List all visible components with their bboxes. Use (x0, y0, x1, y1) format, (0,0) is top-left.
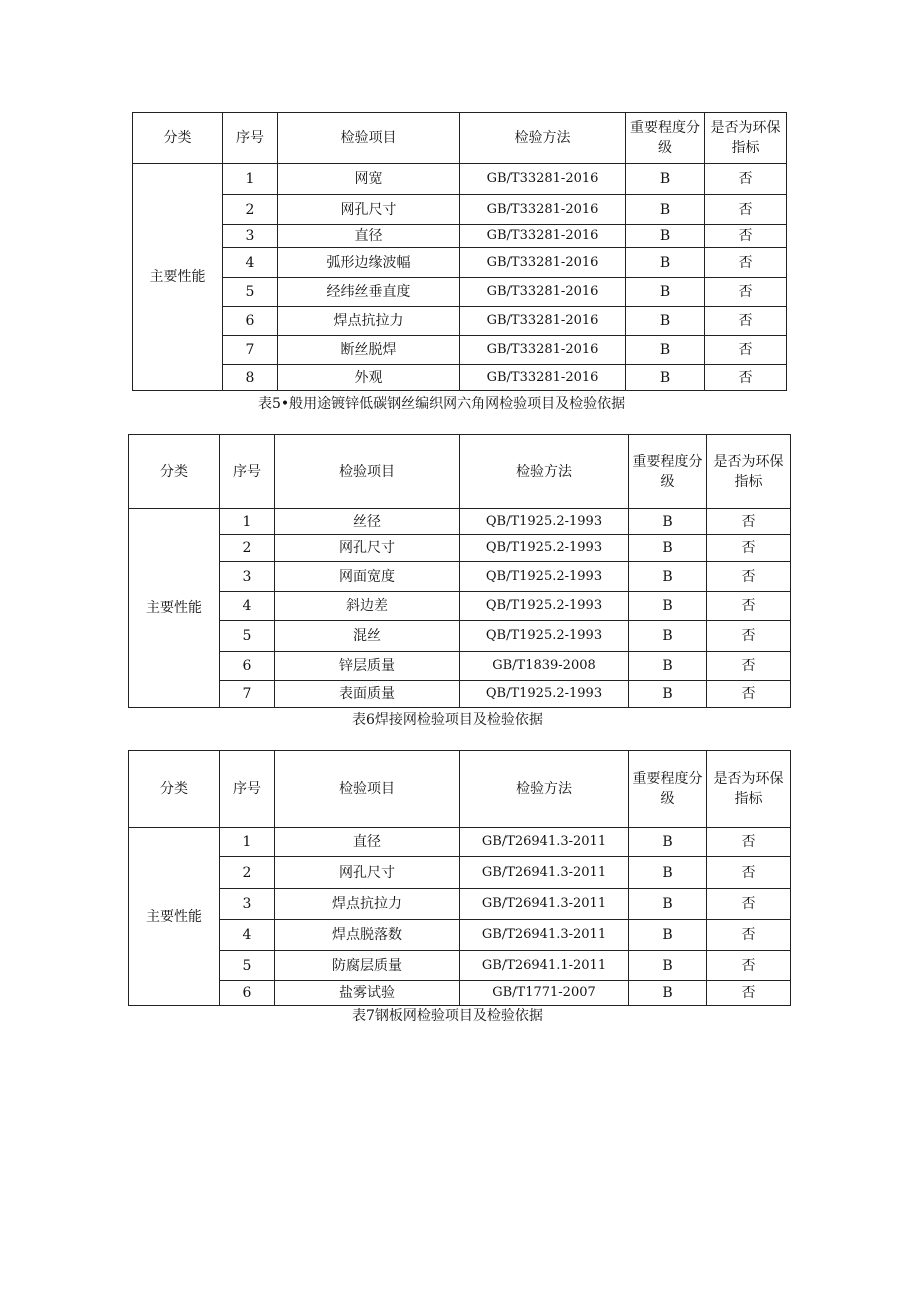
header-eco: 是否为环保指标 (707, 751, 791, 828)
row-no: 3 (220, 562, 275, 592)
row-eco: 否 (707, 681, 791, 708)
category-cell: 主要性能 (129, 828, 220, 1006)
row-no: 5 (220, 951, 275, 981)
row-eco: 否 (705, 195, 787, 225)
row-eco: 否 (705, 164, 787, 195)
row-grade: B (629, 857, 707, 889)
row-no: 1 (223, 164, 278, 195)
row-grade: B (629, 535, 707, 562)
row-method: GB/T26941.3-2011 (460, 920, 629, 951)
row-item: 焊点抗拉力 (278, 307, 460, 336)
row-eco: 否 (707, 889, 791, 920)
row-eco: 否 (707, 857, 791, 889)
row-item: 直径 (275, 828, 460, 857)
row-grade: B (626, 195, 705, 225)
row-eco: 否 (707, 981, 791, 1006)
row-method: QB/T1925.2-1993 (460, 562, 629, 592)
row-grade: B (629, 621, 707, 652)
row-no: 1 (220, 509, 275, 535)
row-no: 4 (220, 592, 275, 621)
header-item: 检验项目 (275, 751, 460, 828)
row-grade: B (629, 592, 707, 621)
row-eco: 否 (707, 535, 791, 562)
row-grade: B (626, 307, 705, 336)
row-item: 表面质量 (275, 681, 460, 708)
header-no: 序号 (220, 435, 275, 509)
row-eco: 否 (705, 365, 787, 391)
row-no: 4 (223, 248, 278, 278)
row-method: GB/T26941.3-2011 (460, 828, 629, 857)
table-caption: 表6焊接网检验项目及检验依据 (352, 712, 543, 728)
row-item: 焊点脱落数 (275, 920, 460, 951)
row-grade: B (626, 225, 705, 248)
table-row (129, 535, 791, 562)
row-eco: 否 (707, 562, 791, 592)
row-method: QB/T1925.2-1993 (460, 621, 629, 652)
row-no: 2 (223, 195, 278, 225)
table-row (133, 225, 787, 248)
row-no: 7 (223, 336, 278, 365)
row-eco: 否 (707, 828, 791, 857)
row-method: QB/T1925.2-1993 (460, 681, 629, 708)
row-method: QB/T1925.2-1993 (460, 535, 629, 562)
row-item: 斜边差 (275, 592, 460, 621)
row-grade: B (626, 248, 705, 278)
row-method: GB/T33281-2016 (460, 278, 626, 307)
row-no: 4 (220, 920, 275, 951)
row-item: 直径 (278, 225, 460, 248)
row-no: 2 (220, 857, 275, 889)
header-row (133, 113, 787, 164)
row-item: 网孔尺寸 (275, 857, 460, 889)
row-eco: 否 (707, 652, 791, 681)
row-no: 1 (220, 828, 275, 857)
header-no: 序号 (223, 113, 278, 164)
table-caption: 表5•般用途镀锌低碳钢丝编织网六角网检验项目及检验依据 (258, 396, 626, 412)
table-row (129, 857, 791, 889)
row-eco: 否 (707, 509, 791, 535)
row-eco: 否 (707, 920, 791, 951)
row-item: 网孔尺寸 (275, 535, 460, 562)
row-no: 6 (223, 307, 278, 336)
row-grade: B (629, 981, 707, 1006)
row-method: GB/T26941.3-2011 (460, 857, 629, 889)
row-eco: 否 (705, 278, 787, 307)
row-eco: 否 (707, 621, 791, 652)
row-eco: 否 (705, 225, 787, 248)
inspection-table-1 (132, 112, 787, 391)
header-row (129, 751, 791, 828)
row-method: GB/T33281-2016 (460, 307, 626, 336)
inspection-table-3 (128, 750, 791, 1006)
row-item: 锌层质量 (275, 652, 460, 681)
row-eco: 否 (705, 307, 787, 336)
row-no: 2 (220, 535, 275, 562)
row-no: 7 (220, 681, 275, 708)
row-method: GB/T33281-2016 (460, 248, 626, 278)
inspection-table-2 (128, 434, 791, 708)
table-row (129, 509, 791, 535)
row-eco: 否 (707, 592, 791, 621)
row-grade: B (629, 889, 707, 920)
row-no: 3 (223, 225, 278, 248)
row-grade: B (629, 828, 707, 857)
table-row (129, 828, 791, 857)
row-item: 经纬丝垂直度 (278, 278, 460, 307)
header-item: 检验项目 (275, 435, 460, 509)
row-method: GB/T33281-2016 (460, 164, 626, 195)
table-row (129, 621, 791, 652)
row-eco: 否 (705, 336, 787, 365)
row-grade: B (629, 509, 707, 535)
row-no: 6 (220, 652, 275, 681)
table-row (129, 889, 791, 920)
table-row (133, 278, 787, 307)
row-item: 弧形边缘波幅 (278, 248, 460, 278)
table-row (133, 365, 787, 391)
row-method: GB/T33281-2016 (460, 365, 626, 391)
row-eco: 否 (707, 951, 791, 981)
header-row (129, 435, 791, 509)
row-method: QB/T1925.2-1993 (460, 509, 629, 535)
header-grade: 重要程度分级 (629, 751, 707, 828)
table-row (129, 920, 791, 951)
header-method: 检验方法 (460, 113, 626, 164)
header-eco: 是否为环保指标 (705, 113, 787, 164)
row-eco: 否 (705, 248, 787, 278)
row-grade: B (626, 164, 705, 195)
row-grade: B (629, 652, 707, 681)
row-no: 5 (223, 278, 278, 307)
row-grade: B (629, 562, 707, 592)
row-no: 8 (223, 365, 278, 391)
row-item: 网面宽度 (275, 562, 460, 592)
row-item: 防腐层质量 (275, 951, 460, 981)
row-grade: B (626, 336, 705, 365)
header-category: 分类 (133, 113, 223, 164)
header-grade: 重要程度分级 (626, 113, 705, 164)
row-method: GB/T26941.1-2011 (460, 951, 629, 981)
table-caption: 表7钢板网检验项目及检验依据 (352, 1008, 543, 1024)
row-grade: B (629, 920, 707, 951)
row-item: 混丝 (275, 621, 460, 652)
row-method: GB/T1839-2008 (460, 652, 629, 681)
row-item: 外观 (278, 365, 460, 391)
table-row (133, 307, 787, 336)
category-cell: 主要性能 (133, 164, 223, 391)
row-item: 网孔尺寸 (278, 195, 460, 225)
row-no: 5 (220, 621, 275, 652)
row-no: 6 (220, 981, 275, 1006)
table-row (129, 951, 791, 981)
row-no: 3 (220, 889, 275, 920)
table-row (129, 562, 791, 592)
header-item: 检验项目 (278, 113, 460, 164)
header-grade: 重要程度分级 (629, 435, 707, 509)
row-method: GB/T33281-2016 (460, 195, 626, 225)
table-row (133, 248, 787, 278)
row-item: 网宽 (278, 164, 460, 195)
row-method: GB/T26941.3-2011 (460, 889, 629, 920)
row-method: GB/T33281-2016 (460, 336, 626, 365)
row-item: 丝径 (275, 509, 460, 535)
row-grade: B (626, 278, 705, 307)
table-row (133, 195, 787, 225)
row-item: 盐雾试验 (275, 981, 460, 1006)
table-row (133, 164, 787, 195)
table-row (129, 981, 791, 1006)
header-no: 序号 (220, 751, 275, 828)
row-item: 焊点抗拉力 (275, 889, 460, 920)
row-item: 断丝脱焊 (278, 336, 460, 365)
header-category: 分类 (129, 751, 220, 828)
header-method: 检验方法 (460, 751, 629, 828)
table-row (129, 681, 791, 708)
table-row (129, 592, 791, 621)
table-row (129, 652, 791, 681)
row-grade: B (629, 951, 707, 981)
header-eco: 是否为环保指标 (707, 435, 791, 509)
row-method: GB/T33281-2016 (460, 225, 626, 248)
row-grade: B (629, 681, 707, 708)
row-method: GB/T1771-2007 (460, 981, 629, 1006)
row-grade: B (626, 365, 705, 391)
table-row (133, 336, 787, 365)
header-method: 检验方法 (460, 435, 629, 509)
header-category: 分类 (129, 435, 220, 509)
row-method: QB/T1925.2-1993 (460, 592, 629, 621)
category-cell: 主要性能 (129, 509, 220, 708)
